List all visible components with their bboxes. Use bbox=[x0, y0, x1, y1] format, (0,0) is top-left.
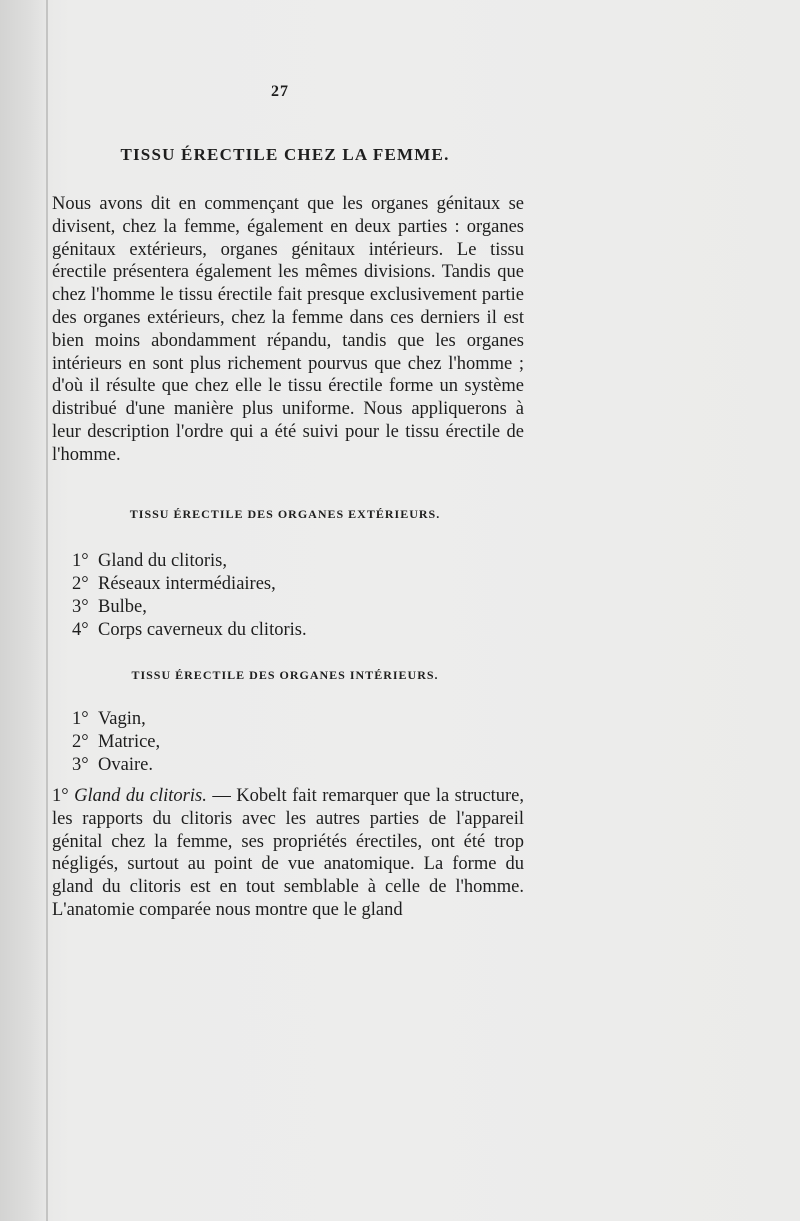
paragraph-number: 1° bbox=[52, 786, 69, 806]
list-item-number: 3° bbox=[72, 755, 89, 775]
interior-section-title: TISSU ÉRECTILE DES ORGANES INTÉRIEURS. bbox=[131, 668, 439, 682]
interior-organs-list bbox=[72, 708, 160, 777]
list-item-label: Corps caverneux du clitoris. bbox=[98, 620, 307, 640]
list-item-number: 2° bbox=[72, 574, 89, 594]
list-item bbox=[72, 731, 160, 754]
binding-gutter-shadow bbox=[0, 0, 48, 1221]
list-item-label: Vagin, bbox=[98, 709, 146, 729]
list-item bbox=[72, 596, 307, 619]
list-item-label: Matrice, bbox=[98, 732, 161, 752]
paragraph-text: — Kobelt fait remarquer que la structure, les rapports du clitoris avec les autres parties de l'appareil génital chez la femme, ses propriétés érectiles, ont été trop négligés, surtout au point de vue anatomique. La forme du gland du clitoris est en tout semblable à celle de l'homme. L'anatomie comparée nous montre que le gland bbox=[52, 786, 525, 920]
exterior-organs-list bbox=[72, 550, 307, 642]
list-item-label: Bulbe, bbox=[98, 597, 147, 617]
list-item bbox=[72, 550, 307, 573]
paragraph-heading: Gland du clitoris. bbox=[74, 786, 207, 806]
list-item-number: 4° bbox=[72, 620, 89, 640]
list-item bbox=[72, 573, 307, 596]
list-item bbox=[72, 708, 160, 731]
list-item-label: Gland du clitoris, bbox=[98, 551, 227, 571]
binding-gutter-line bbox=[46, 0, 48, 1221]
list-item-label: Réseaux intermédiaires, bbox=[98, 574, 276, 594]
list-item-number: 3° bbox=[72, 597, 89, 617]
exterior-section-title: TISSU ÉRECTILE DES ORGANES EXTÉRIEURS. bbox=[129, 507, 441, 521]
list-item bbox=[72, 619, 307, 642]
list-item-number: 1° bbox=[72, 551, 89, 571]
page-number: 27 bbox=[271, 83, 289, 100]
list-item bbox=[72, 754, 160, 777]
clitoris-gland-paragraph bbox=[52, 785, 524, 922]
list-item-number: 2° bbox=[72, 732, 89, 752]
intro-paragraph: Nous avons dit en commençant que les organes génitaux se divisent, chez la femme, également en deux parties : organes génitaux extérieurs, organes génitaux intérieurs. Le tissu érectile présentera également les mêmes divisions. Tandis que chez l'homme le tissu érectile fait presque exclusivement partie des organes extérieurs, chez la femme dans ces derniers il est bien moins abondamment répandu, tandis que les organes intérieurs en sont plus richement pourvus que chez l'homme ; d'où il résulte que chez elle le tissu érectile forme un système distribué d'une manière plus uniforme. Nous appliquerons à leur description l'ordre qui a été suivi pour le tissu érectile de l'homme. bbox=[52, 194, 524, 465]
page-title: TISSU ÉRECTILE CHEZ LA FEMME. bbox=[120, 145, 450, 164]
list-item-label: Ovaire. bbox=[98, 755, 153, 775]
list-item-number: 1° bbox=[72, 709, 89, 729]
